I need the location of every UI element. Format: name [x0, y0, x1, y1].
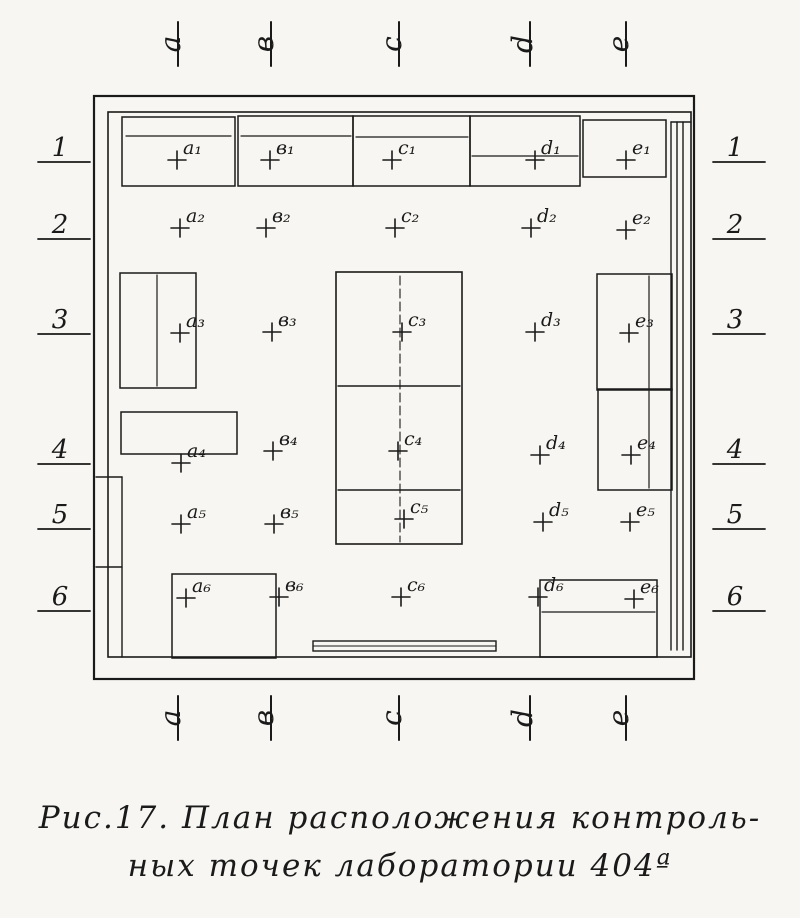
column-label-top-0: a: [154, 35, 187, 53]
control-point-label: в₄: [279, 428, 298, 450]
control-point: [529, 574, 564, 606]
row-label-left-5: 5: [51, 500, 69, 530]
control-point: [621, 499, 655, 531]
control-point-label: e₆: [640, 576, 659, 598]
control-point-label: d₃: [541, 309, 561, 331]
control-point-label: c₁: [398, 137, 417, 159]
control-point-label: e₁: [632, 137, 651, 159]
control-point: [386, 205, 419, 237]
control-point-label: в₃: [278, 309, 297, 331]
control-point-label: a₂: [186, 205, 205, 227]
row-label-right-3: 3: [726, 305, 744, 335]
control-point-label: d₅: [549, 499, 569, 521]
column-label-bottom-0: a: [154, 709, 187, 727]
column-label-bottom-2: c: [375, 710, 408, 726]
control-point: [389, 428, 422, 460]
row-label-right-4: 4: [726, 435, 744, 465]
control-point: [392, 574, 426, 606]
column-label-bottom-1: в: [247, 709, 280, 727]
column-label-top-4: e: [602, 35, 635, 53]
axis-labels: [38, 22, 765, 740]
control-point-label: d₂: [537, 205, 557, 227]
control-point: [526, 309, 561, 341]
control-point: [168, 137, 202, 169]
control-point-label: c₃: [408, 309, 427, 331]
control-point-label: в₆: [285, 574, 304, 596]
control-point-label: d₄: [546, 432, 566, 454]
control-point: [172, 440, 206, 472]
control-point-label: в₁: [276, 137, 295, 159]
control-point: [617, 207, 651, 239]
column-label-bottom-4: e: [602, 709, 635, 727]
control-point-label: e₃: [635, 310, 654, 332]
control-point-label: e₂: [632, 207, 651, 229]
control-point-label: c₆: [407, 574, 426, 596]
control-point: [393, 309, 426, 341]
row-label-right-2: 2: [726, 210, 744, 240]
row-label-left-6: 6: [51, 582, 69, 612]
control-point: [526, 137, 561, 169]
control-point-label: c₂: [401, 205, 420, 227]
control-point-label: c₄: [404, 428, 423, 450]
control-point-label: a₃: [186, 310, 205, 332]
control-point-label: e₅: [636, 499, 655, 521]
control-point-label: в₂: [272, 205, 291, 227]
column-label-top-1: в: [247, 35, 280, 53]
row-label-right-5: 5: [726, 500, 744, 530]
control-point-label: c₅: [410, 496, 429, 518]
control-point: [263, 309, 297, 341]
control-point-label: в₅: [280, 501, 299, 523]
control-point-label: a₆: [192, 575, 211, 597]
control-point-label: a₁: [183, 137, 202, 159]
row-label-left-2: 2: [51, 210, 69, 240]
row-label-left-4: 4: [51, 435, 69, 465]
control-point: [265, 501, 299, 533]
caption-line-1: Рис.17. План расположения контроль-: [38, 800, 762, 836]
control-point: [270, 574, 304, 606]
row-label-right-6: 6: [726, 582, 744, 612]
control-point: [257, 205, 291, 237]
control-point: [172, 501, 206, 533]
control-points: [168, 137, 659, 608]
control-point-label: e₄: [637, 432, 656, 454]
control-point: [625, 576, 659, 608]
column-label-top-3: d: [506, 35, 539, 53]
control-point: [171, 205, 205, 237]
control-point: [261, 137, 295, 169]
row-label-left-3: 3: [51, 305, 69, 335]
control-point: [622, 432, 656, 464]
control-point: [522, 205, 557, 237]
control-point-label: d₆: [544, 574, 564, 596]
control-point: [264, 428, 298, 460]
control-point: [177, 575, 211, 607]
control-point: [531, 432, 566, 464]
control-point: [534, 499, 569, 531]
column-label-top-2: c: [375, 36, 408, 52]
row-label-right-1: 1: [726, 133, 744, 163]
control-point: [383, 137, 416, 169]
control-point: [171, 310, 205, 342]
caption-line-2: ных точек лаборатории 404ª: [127, 848, 673, 884]
row-label-left-1: 1: [51, 133, 69, 163]
control-point: [617, 137, 651, 169]
column-label-bottom-3: d: [506, 709, 539, 727]
control-point-label: d₁: [541, 137, 561, 159]
control-point-label: a₅: [187, 501, 206, 523]
control-point-label: a₄: [187, 440, 206, 462]
